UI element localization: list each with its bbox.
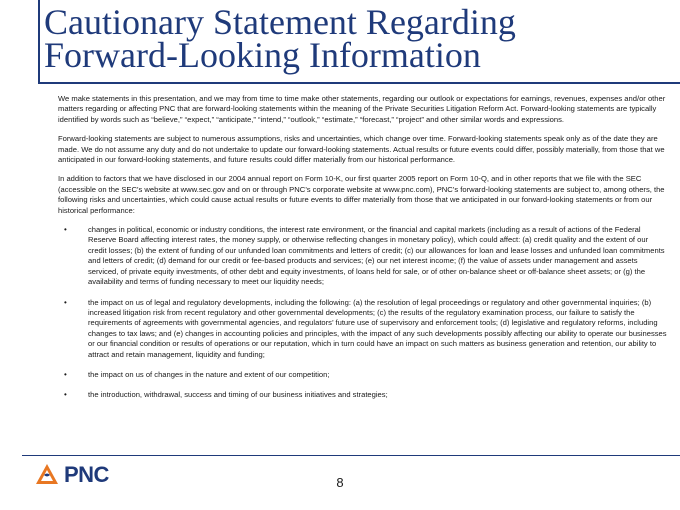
footer-rule xyxy=(22,455,680,456)
bullet-icon: • xyxy=(64,297,67,307)
logo-wordmark: PNC xyxy=(64,462,109,487)
bullet-icon: • xyxy=(64,225,67,235)
paragraph-assumptions: Forward-looking statements are subject to numerous assumptions, risks and uncertainties, which change over time. Forward-looking statements speak only as of the date they are made. We do not assume any duty and do not undertake to update our forward-looking statements. Actual results or future events could differ, possibly materially, from those that we anticipated in our forward-looking statements, and future results could differ materially from our historical performance. xyxy=(58,134,665,165)
list-item xyxy=(58,225,668,287)
list-item-text: the introduction, withdrawal, success and timing of our business initiatives and strategies; xyxy=(88,390,388,400)
page-number: 8 xyxy=(336,475,344,490)
list-item-text: changes in political, economic or industry conditions, the interest rate environment, or the financial and capital markets (including as a result of actions of the Federal Reserve Board affecting interest rates, the money supply, or otherwise reflecting changes in monetary policy), which could affect: (a) credit quality and the extent of our credit losses; (b) the extent of funding of our unfunded loan commitments and letters of credit; (c) our allowances for loan and lease losses and unfunded loan commitments and letters of credit; (d) demand for our credit or fee-based products and services; (e) our net interest income; (f) the value of assets under management and assets serviced, of private equity investments, of other debt and equity investments, of loans held for sale, or of other on-balance sheet or off-balance sheet assets; or (g) the availability and terms of funding necessary to meet our liquidity needs; xyxy=(88,225,665,287)
list-item-text: the impact on us of legal and regulatory developments, including the following: (a) the resolution of legal proceedings or regulatory and other governmental inquiries; (b) increased litigation risk from recent regulatory and other governmental developments; (c) the results of the regulatory examination process, our failure to satisfy the requirements of agreements with governmental agencies, and regulators’ future use of supervisory and enforcement tools; (d) legislative and regulatory reforms, including changes to tax laws; and (e) changes in accounting policies and principles, with the impact of any such developments possibly affecting our ability to operate our businesses or our financial condition or results of operations or our reputation, which in turn could have an impact on such matters as business generation and retention, our ability to attract and retain management, liquidity and funding; xyxy=(88,297,667,359)
list-item xyxy=(58,298,668,360)
risk-factor-list xyxy=(58,225,668,401)
page-title-line-1: Cautionary Statement Regarding xyxy=(44,2,516,42)
list-item xyxy=(58,390,668,400)
title-underline-rule xyxy=(38,82,680,84)
pnc-triangle-icon xyxy=(34,462,60,488)
statement-body xyxy=(58,94,668,411)
paragraph-intro: We make statements in this presentation, and we may from time to time make other statements, regarding our outlook or expectations for earnings, revenues, expenses and/or other matters regarding or affecting PNC that are forward-looking statements within the meaning of the Private Securities Litigation Reform Act. Forward-looking statements are typically identified by words such as “believe,” “expect,” “anticipate,” “intend,” “outlook,” “estimate,” “forecast,” “project” and other similar words and expressions. xyxy=(58,94,666,124)
bullet-icon: • xyxy=(64,390,67,400)
list-item-text: the impact on us of changes in the nature and extent of our competition; xyxy=(88,369,330,379)
bullet-icon: • xyxy=(64,369,67,379)
title-accent-rule xyxy=(38,0,40,82)
paragraph-risk-factors: In addition to factors that we have disclosed in our 2004 annual report on Form 10-K, our first quarter 2005 report on Form 10-Q, and in other reports that we file with the SEC (accessible on the SEC’s website at www.sec.gov and on or through PNC’s corporate website at www.pnc.com), PNC’s forward-looking statements are subject to, among others, the following risks and uncertainties, which could cause actual results or future events to differ materially from those that we anticipated in our forward-looking statements or from our historical performance: xyxy=(58,174,665,215)
list-item xyxy=(58,370,668,380)
page-title-line-2: Forward-Looking Information xyxy=(44,35,481,75)
page-title xyxy=(44,2,674,75)
pnc-logo xyxy=(34,462,109,488)
